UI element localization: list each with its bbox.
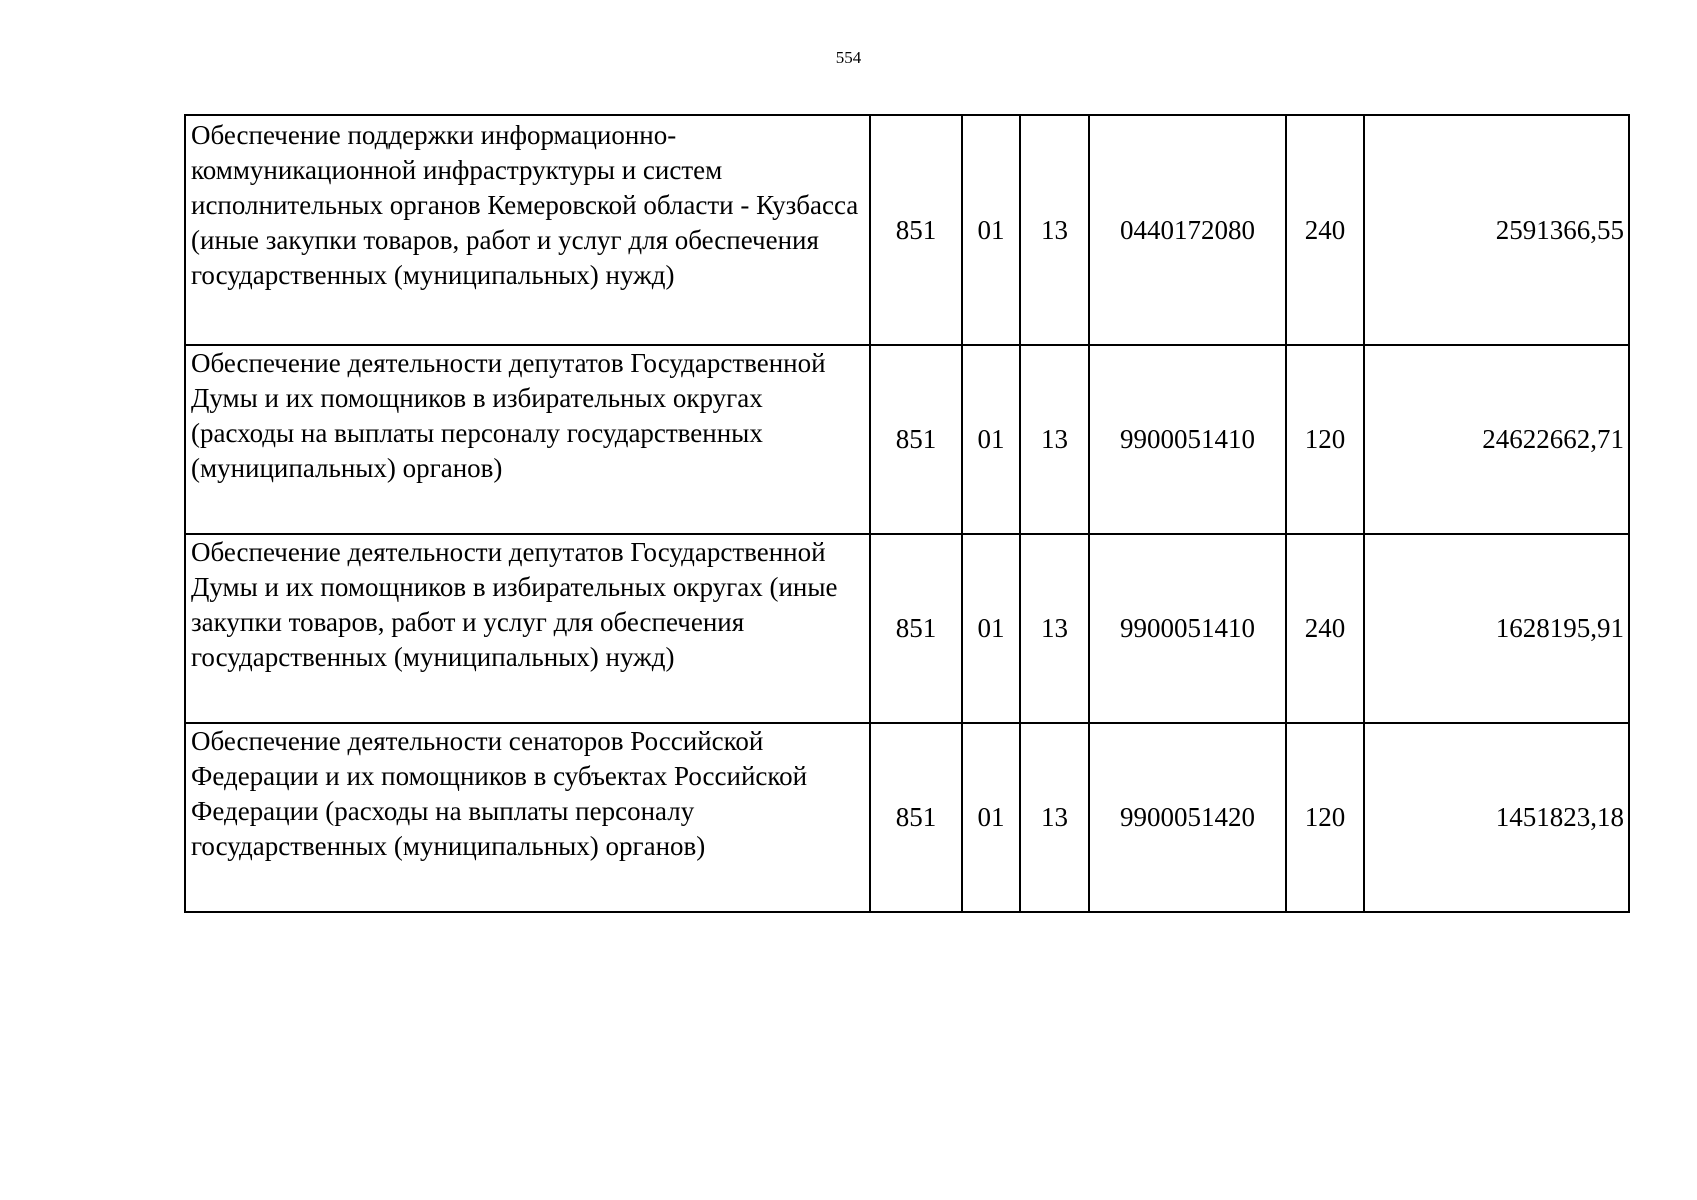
- row-description: Обеспечение поддержки информационно-коммуникационной инфраструктуры и систем исполнительных органов Кемеровской области - Кузбасса (иные закупки товаров, работ и услуг для обеспечения государственных (муниципальных) нужд): [185, 115, 870, 345]
- table-row: [185, 345, 1629, 534]
- expense-type-code: 240: [1286, 115, 1364, 345]
- section-code: 01: [962, 345, 1020, 534]
- subsection-code: 13: [1020, 345, 1089, 534]
- amount: 24622662,71: [1364, 345, 1629, 534]
- amount: 1451823,18: [1364, 723, 1629, 912]
- expense-type-code: 120: [1286, 345, 1364, 534]
- target-article-code: 0440172080: [1089, 115, 1286, 345]
- section-code: 01: [962, 115, 1020, 345]
- budget-table: [184, 114, 1630, 913]
- expense-type-code: 120: [1286, 723, 1364, 912]
- amount: 1628195,91: [1364, 534, 1629, 723]
- subsection-code: 13: [1020, 115, 1089, 345]
- target-article-code: 9900051420: [1089, 723, 1286, 912]
- row-description: Обеспечение деятельности сенаторов Российской Федерации и их помощников в субъектах Российской Федерации (расходы на выплаты персоналу государственных (муниципальных) органов): [185, 723, 870, 912]
- row-description: Обеспечение деятельности депутатов Государственной Думы и их помощников в избирательных округах (расходы на выплаты персоналу государственных (муниципальных) органов): [185, 345, 870, 534]
- expense-type-code: 240: [1286, 534, 1364, 723]
- page-number: 554: [835, 48, 862, 67]
- subsection-code: 13: [1020, 723, 1089, 912]
- amount: 2591366,55: [1364, 115, 1629, 345]
- ministry-code: 851: [870, 115, 962, 345]
- section-code: 01: [962, 723, 1020, 912]
- target-article-code: 9900051410: [1089, 534, 1286, 723]
- table-row: [185, 534, 1629, 723]
- section-code: 01: [962, 534, 1020, 723]
- ministry-code: 851: [870, 345, 962, 534]
- table-row: [185, 115, 1629, 345]
- table-row: [185, 723, 1629, 912]
- subsection-code: 13: [1020, 534, 1089, 723]
- target-article-code: 9900051410: [1089, 345, 1286, 534]
- ministry-code: 851: [870, 723, 962, 912]
- ministry-code: 851: [870, 534, 962, 723]
- row-description: Обеспечение деятельности депутатов Государственной Думы и их помощников в избирательных округах (иные закупки товаров, работ и услуг для обеспечения государственных (муниципальных) нужд): [185, 534, 870, 723]
